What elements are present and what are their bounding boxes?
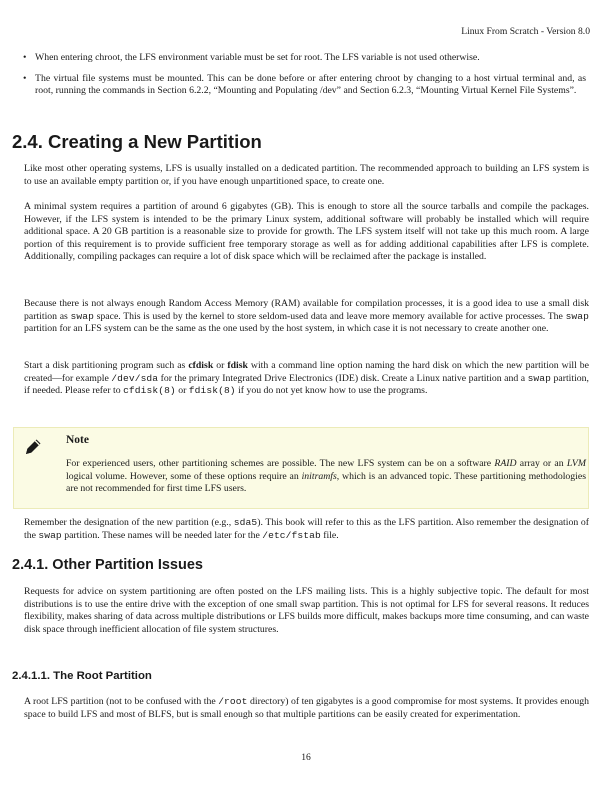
paragraph-minimal-system: A minimal system requires a partition of around 6 gigabytes (GB). This is enough to store all the source tarballs and compile the packages. However, if the LFS system is intended to be the primary Linux system, additional software will probably be installed which will require additional space. A 20 GB partition is a reasonable size to provide for growth. The LFS system itself will not take up this much room. A large portion of this requirement is to provide sufficient free temporary storage as well as for adding additional capabilities after LFS is complete. Additionally, compiling packages can require a lot of disk space which will be reclaimed after the package is installed. [24, 201, 589, 263]
note-title: Note [66, 434, 89, 446]
paragraph-partitioning-program: Start a disk partitioning program such as cfdisk or fdisk with a command line option naming the hard disk on which the new partition will be created—for example /dev/sda for the primary Integrated Drive Electronics (IDE) disk. Create a Linux native partition and a swap partition, if needed. Please refer to cfdisk(8) or fdisk(8) if you do not yet know how to use the programs. [24, 360, 589, 397]
page-number: 16 [301, 752, 311, 763]
code-cfdisk-man: cfdisk(8) [123, 385, 176, 397]
term-raid: RAID [494, 458, 517, 469]
code-swap: swap [527, 372, 552, 384]
list-item: • The virtual file systems must be mounted. This can be done before or after entering chroot by changing to a host virtual terminal and, as root, running the commands in Section 6.2.2, “Mounting and Populating /dev” and Section 6.2.3, “Mounting Virtual Kernel File Systems”. [22, 73, 586, 98]
list-item: • When entering chroot, the LFS environment variable must be set for root. The LFS variable is not used otherwise. [22, 52, 586, 65]
note-box [13, 427, 589, 509]
paragraph-partition-advice: Requests for advice on system partitioning are often posted on the LFS mailing lists. This is a highly subjective topic. The default for most distributions is to use the entire drive with the exception of one small swap partition. This is not optimal for LFS for several reasons. It reduces flexibility, makes sharing of data across multiple distributions or LFS builds more difficult, makes backups more time consuming, and can waste disk space through inefficient allocation of file system structures. [24, 586, 589, 635]
term-lvm: LVM [566, 458, 586, 469]
code-swap: swap [38, 529, 62, 541]
running-header: Linux From Scratch - Version 8.0 [461, 26, 590, 37]
paragraph-intro: Like most other operating systems, LFS is usually installed on a dedicated partition. The recommended approach to building an LFS system is to use an available empty partition or, if you have enough unpartitioned space, to create one. [24, 163, 589, 187]
section-heading: 2.4. Creating a New Partition [12, 131, 262, 152]
paragraph-root-partition: A root LFS partition (not to be confused with the /root directory) of ten gigabytes is a good compromise for most systems. It provides enough space to build LFS and most of BLFS, but is small enough so that multiple partitions can be easily created for experimentation. [24, 696, 590, 720]
term-initramfs: initramfs [301, 470, 337, 482]
paragraph-remember-designation: Remember the designation of the new partition (e.g., sda5). This book will refer to this as the LFS partition. Also remember the designation of the swap partition. These names will be needed later for the /etc/fstab file. [24, 517, 589, 541]
bullet-list [22, 52, 586, 106]
code-dev-sda: /dev/sda [111, 372, 159, 384]
command-fdisk: fdisk [227, 360, 248, 371]
paragraph-swap: Because there is not always enough Random Access Memory (RAM) available for compilation processes, it is a good idea to use a small disk partition as swap space. This is used by the kernel to store seldom-used data and leave more memory available for active processes. The swap partition for an LFS system can be the same as the one used by the host system, in which case it is not necessary to create another one. [24, 298, 589, 335]
code-etc-fstab: /etc/fstab [262, 529, 321, 541]
command-cfdisk: cfdisk [188, 360, 214, 371]
subsection-heading: 2.4.1. Other Partition Issues [12, 557, 203, 573]
note-body: For experienced users, other partitioning schemes are possible. The new LFS system can be on a software RAID array or an LVM logical volume. However, some of these options require an initramfs, which is an advanced topic. These partitioning methodologies are not recommended for first time LFS users. [66, 458, 586, 495]
code-fdisk-man: fdisk(8) [188, 385, 236, 397]
code-swap: swap [70, 310, 94, 322]
pencil-icon [22, 436, 44, 458]
code-swap: swap [565, 310, 589, 322]
code-sda5: sda5 [233, 517, 258, 528]
subsubsection-heading: 2.4.1.1. The Root Partition [12, 670, 152, 682]
code-root: /root [218, 696, 248, 707]
